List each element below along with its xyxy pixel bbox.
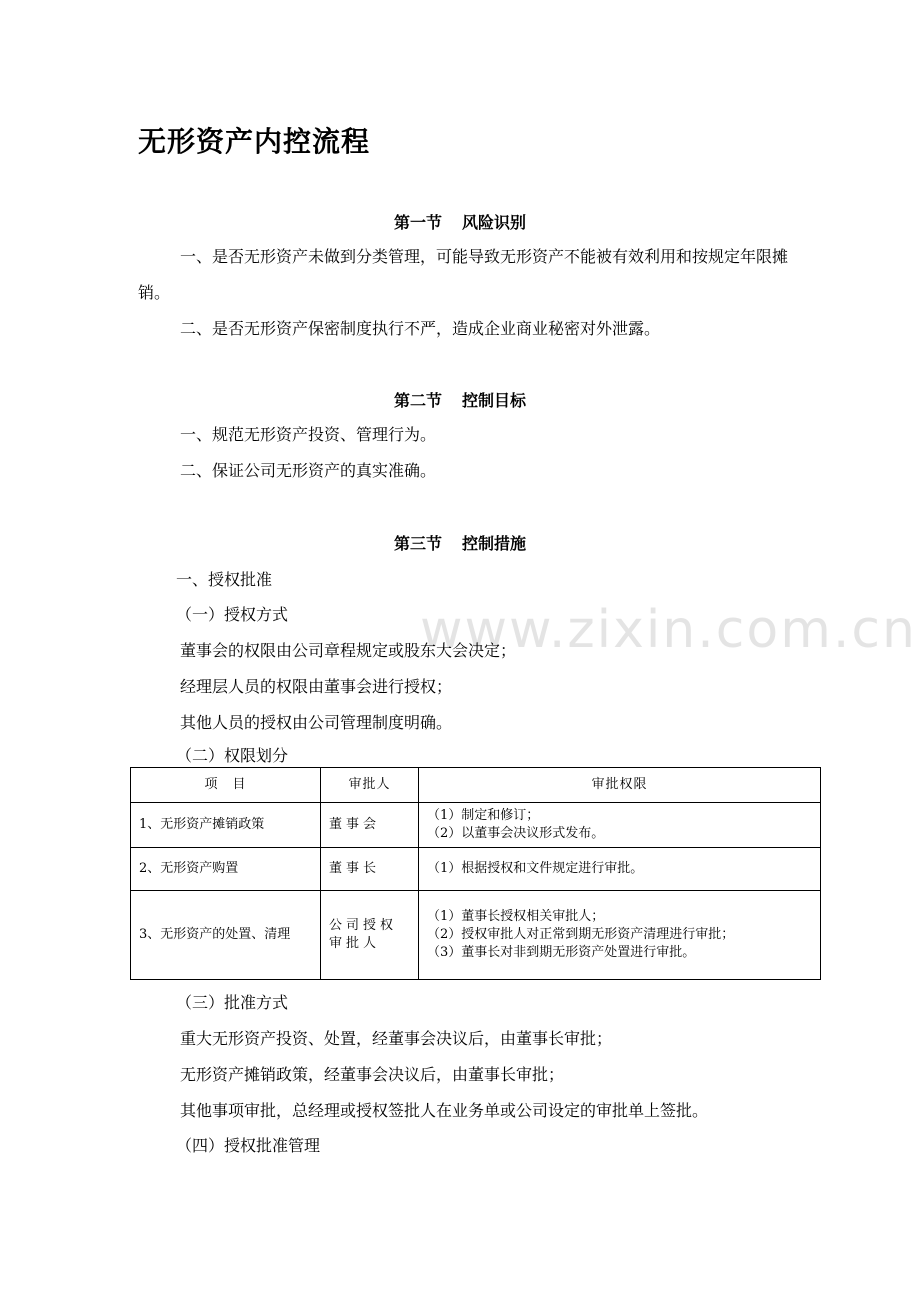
after-table-item-1: （三）批准方式 xyxy=(176,993,289,1012)
watermark: www.zixin.com.cn xyxy=(420,600,917,660)
row-2-approver: 董事长 xyxy=(321,848,419,891)
row-2-item: 2、无形资产购置 xyxy=(131,848,321,891)
row-1-limit-2: （2）以董事会决议形式发布。 xyxy=(427,826,605,841)
row-1-limits xyxy=(419,803,821,848)
table-row xyxy=(131,803,821,848)
row-3-limit-1: （1）董事长授权相关审批人； xyxy=(427,909,605,924)
after-table-item-3: 无形资产摊销政策，经董事会决议后，由董事长审批； xyxy=(180,1065,565,1084)
row-1-approver: 董事会 xyxy=(321,803,419,848)
row-3-approver: 公司授权审批人 xyxy=(321,891,419,980)
section-1-heading xyxy=(0,210,920,233)
table-header-row xyxy=(131,768,821,803)
authority-table xyxy=(130,767,821,980)
row-1-item: 1、无形资产摊销政策 xyxy=(131,803,321,848)
table-row xyxy=(131,891,821,980)
section-3-item-2: （一）授权方式 xyxy=(176,605,289,624)
section-2-name: 控制目标 xyxy=(462,391,527,410)
row-3-item: 3、无形资产的处置、清理 xyxy=(131,891,321,980)
section-3-heading xyxy=(0,531,920,554)
section-1-paragraph-2: 二、是否无形资产保密制度执行不严，造成企业商业秘密对外泄露。 xyxy=(180,319,661,338)
section-3-item-5: 其他人员的授权由公司管理制度明确。 xyxy=(180,713,453,732)
section-2-paragraph-1: 一、规范无形资产投资、管理行为。 xyxy=(180,425,437,444)
section-3-name: 控制措施 xyxy=(462,534,527,553)
section-1-paragraph-1: 一、是否无形资产未做到分类管理，可能导致无形资产不能被有效利用和按规定年限摊销。 xyxy=(138,247,789,302)
row-3-limits xyxy=(419,891,821,980)
row-3-limit-3: （3）董事长对非到期无形资产处置进行审批。 xyxy=(427,945,696,960)
section-2-number: 第二节 xyxy=(393,391,442,410)
header-approver: 审批人 xyxy=(321,768,419,803)
after-table-item-2: 重大无形资产投资、处置，经董事会决议后，由董事长审批； xyxy=(180,1029,613,1048)
section-3-item-1: 一、授权批准 xyxy=(176,570,273,589)
row-1-limit-1: （1）制定和修订； xyxy=(427,808,540,823)
section-3-number: 第三节 xyxy=(393,534,442,553)
section-2-heading xyxy=(0,388,920,411)
document-title: 无形资产内控流程 xyxy=(138,125,371,158)
table-row xyxy=(131,848,821,891)
header-limits: 审批权限 xyxy=(419,768,821,803)
header-item: 项 目 xyxy=(131,768,321,803)
section-2-paragraph-2: 二、保证公司无形资产的真实准确。 xyxy=(180,461,437,480)
row-2-limit-1: （1）根据授权和文件规定进行审批。 xyxy=(427,861,644,876)
after-table-item-4: 其他事项审批，总经理或授权签批人在业务单或公司设定的审批单上签批。 xyxy=(180,1101,709,1120)
row-2-limits xyxy=(419,848,821,891)
section-3-item-3: 董事会的权限由公司章程规定或股东大会决定； xyxy=(180,641,517,660)
section-1-name: 风险识别 xyxy=(462,213,527,232)
section-3-item-6: （二）权限划分 xyxy=(176,746,289,765)
section-1-number: 第一节 xyxy=(393,213,442,232)
row-3-limit-2: （2）授权审批人对正常到期无形资产清理进行审批； xyxy=(427,927,735,942)
after-table-item-5: （四）授权批准管理 xyxy=(176,1136,321,1155)
section-3-item-4: 经理层人员的权限由董事会进行授权； xyxy=(180,677,453,696)
